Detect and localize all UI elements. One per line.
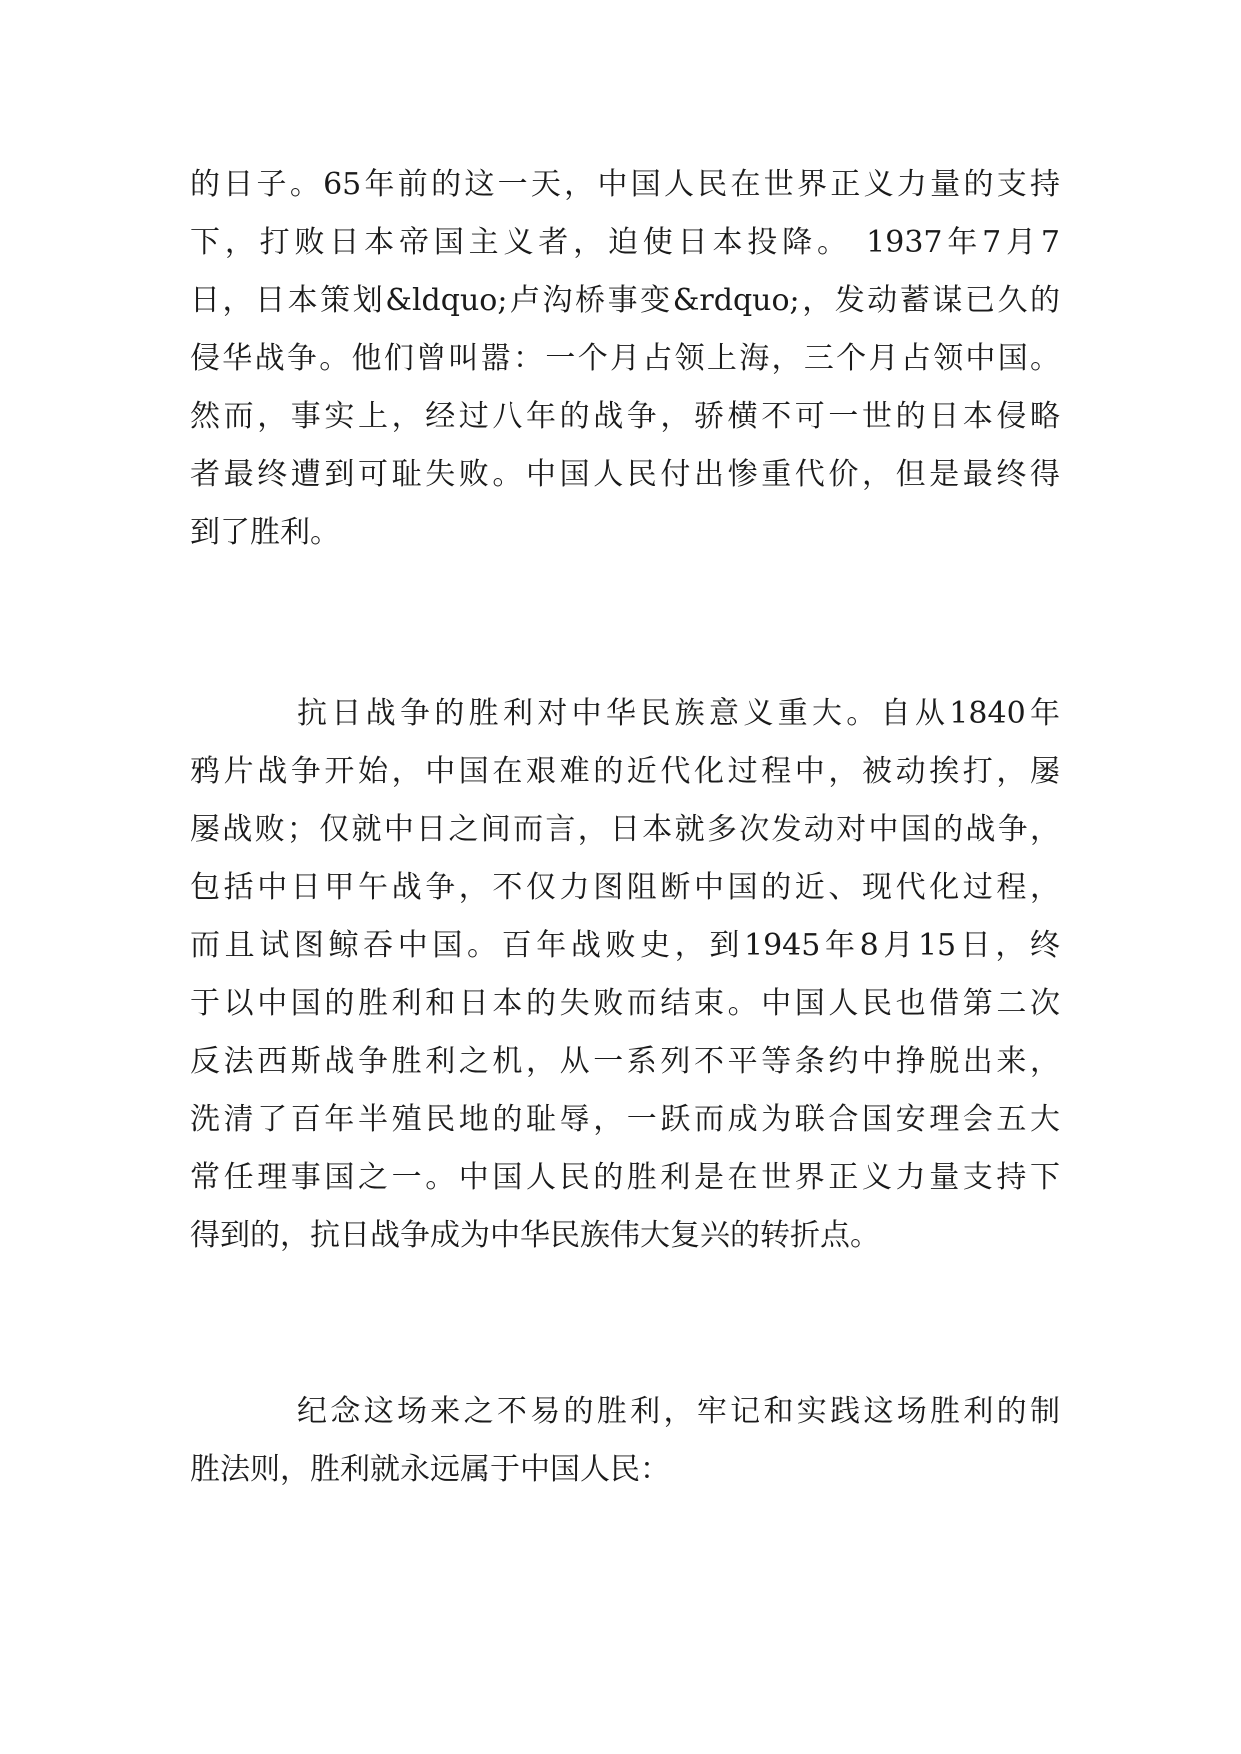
paragraph-line: 者最终遭到可耻失败。中国人民付出惨重代价，但是最终得	[190, 457, 1060, 492]
paragraph-line: 到了胜利。	[190, 515, 340, 550]
paragraph-significance	[190, 685, 1060, 1265]
paragraph-commemoration	[190, 1383, 1060, 1499]
paragraph-line: 屡战败；仅就中日之间而言，日本就多次发动对中国的战争，	[190, 812, 1060, 847]
paragraph-line: 胜法则，胜利就永远属于中国人民：	[190, 1452, 670, 1487]
paragraph-line: 常任理事国之一。中国人民的胜利是在世界正义力量支持下	[190, 1160, 1060, 1195]
paragraph-line: 鸦片战争开始，中国在艰难的近代化过程中，被动挨打，屡	[190, 754, 1060, 789]
paragraph-line: 反法西斯战争胜利之机，从一系列不平等条约中挣脱出来，	[190, 1044, 1060, 1079]
paragraph-line: 包括中日甲午战争，不仅力图阻断中国的近、现代化过程，	[190, 870, 1060, 905]
paragraph-line: 得到的，抗日战争成为中华民族伟大复兴的转折点。	[190, 1218, 880, 1253]
paragraph-line: 下，打败日本帝国主义者，迫使日本投降。 1937年7月7	[190, 225, 1060, 260]
paragraph-line: 的日子。65年前的这一天，中国人民在世界正义力量的支持	[190, 167, 1060, 202]
paragraph-line: 于以中国的胜利和日本的失败而结束。中国人民也借第二次	[190, 986, 1060, 1021]
paragraph-victory-day	[190, 156, 1060, 562]
paragraph-line: 纪念这场来之不易的胜利，牢记和实践这场胜利的制	[297, 1394, 1060, 1429]
paragraph-line: 然而，事实上，经过八年的战争，骄横不可一世的日本侵略	[190, 399, 1060, 434]
paragraph-line: 洗清了百年半殖民地的耻辱，一跃而成为联合国安理会五大	[190, 1102, 1060, 1137]
paragraph-line: 而且试图鲸吞中国。百年战败史，到1945年8月15日，终	[190, 928, 1060, 963]
paragraph-line: 抗日战争的胜利对中华民族意义重大。自从1840年	[297, 696, 1060, 731]
paragraph-line: 日，日本策划&ldquo;卢沟桥事变&rdquo;，发动蓄谋已久的	[190, 283, 1060, 318]
paragraph-line: 侵华战争。他们曾叫嚣：一个月占领上海，三个月占领中国。	[190, 341, 1060, 376]
